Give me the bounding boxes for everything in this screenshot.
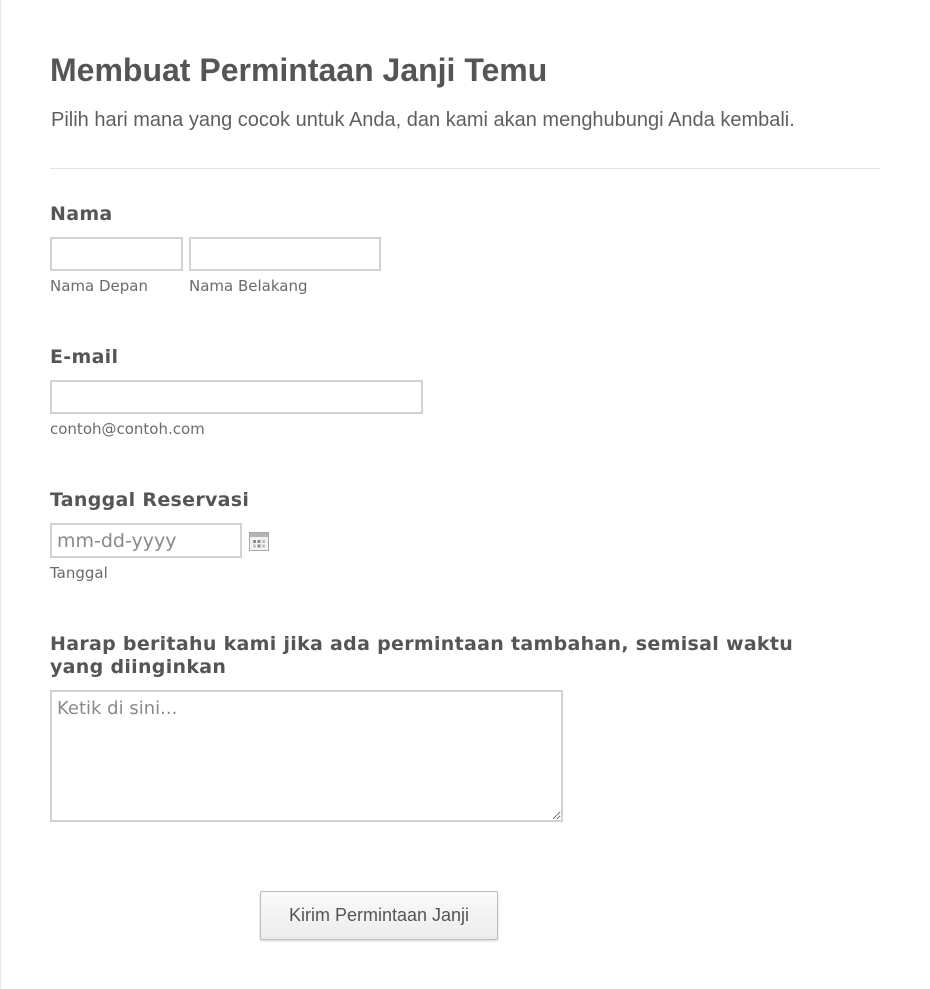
email-input[interactable] [50, 380, 423, 414]
email-label: E-mail [50, 346, 119, 368]
last-name-sublabel: Nama Belakang [189, 277, 308, 295]
calendar-icon[interactable] [249, 532, 269, 551]
form-subtitle: Pilih hari mana yang cocok untuk Anda, dan kami akan menghubungi Anda kembali. [51, 109, 795, 131]
header-divider [50, 168, 880, 169]
form-title: Membuat Permintaan Janji Temu [50, 52, 548, 88]
additional-requests-textarea[interactable] [50, 690, 563, 822]
date-input[interactable] [50, 523, 242, 558]
reservation-date-label: Tanggal Reservasi [50, 489, 250, 511]
submit-appointment-button[interactable]: Kirim Permintaan Janji [260, 891, 498, 940]
additional-requests-label: Harap beritahu kami jika ada permintaan tambahan, semisal waktu yang diinginkan [50, 633, 794, 678]
email-sublabel: contoh@contoh.com [50, 420, 205, 438]
first-name-input[interactable] [50, 237, 183, 271]
first-name-sublabel: Nama Depan [50, 277, 148, 295]
page-left-border [0, 0, 1, 989]
date-sublabel: Tanggal [50, 564, 108, 582]
name-label: Nama [50, 203, 113, 225]
last-name-input[interactable] [189, 237, 381, 271]
